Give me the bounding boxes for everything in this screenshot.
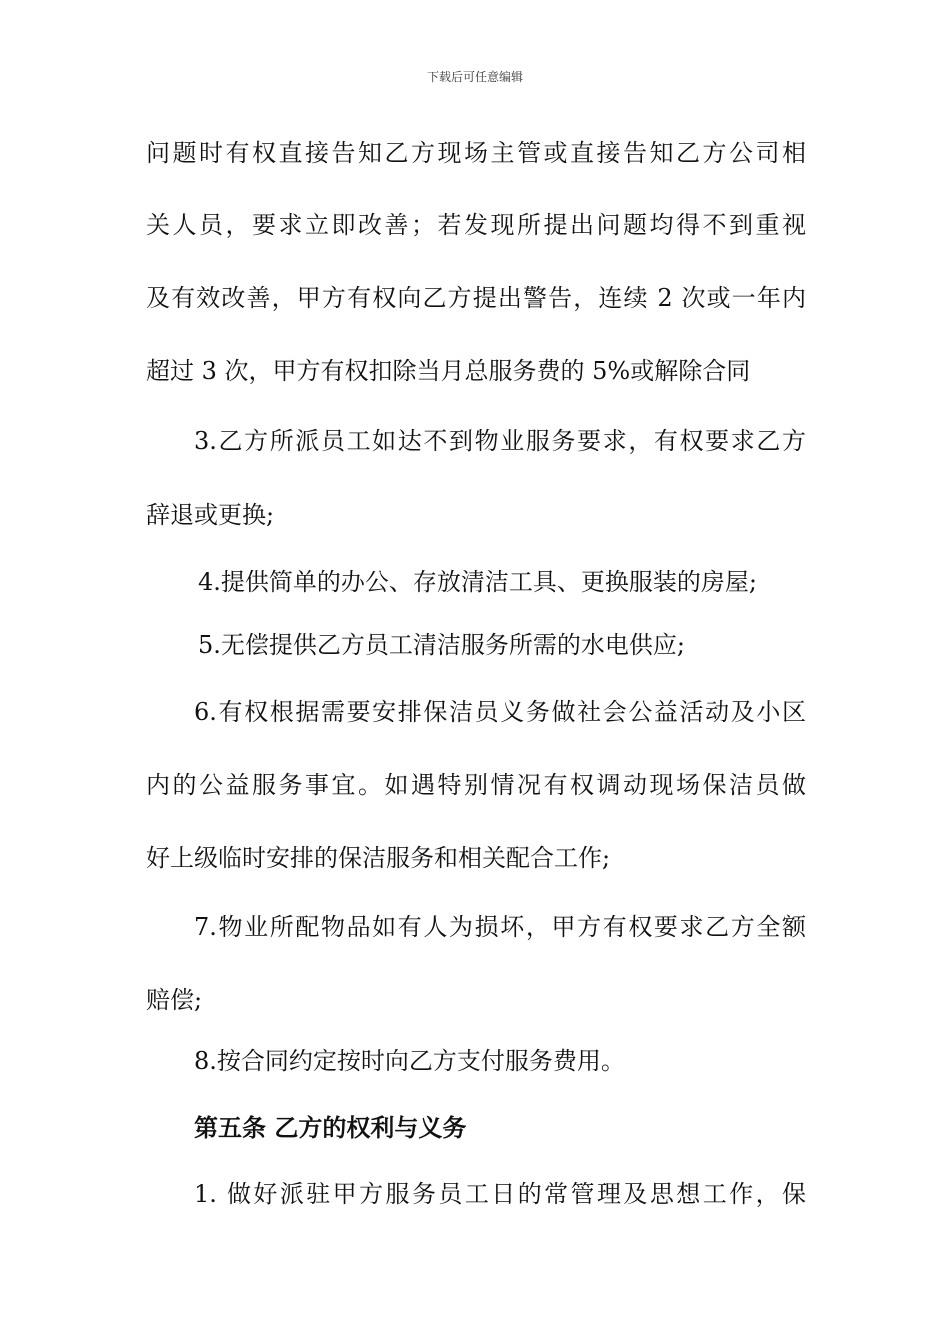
text-line: 8.按合同约定按时向乙方支付服务费用。 <box>194 1047 625 1075</box>
text-line: 超过 3 次，甲方有权扣除当月总服务费的 5%或解除合同 <box>146 357 751 385</box>
text-line: 内的公益服务事宜。如遇特别情况有权调动现场保洁员做 <box>146 771 806 799</box>
text-line: 5.无偿提供乙方员工清洁服务所需的水电供应; <box>198 631 685 659</box>
text-line: 及有效改善，甲方有权向乙方提出警告，连续 2 次或一年内 <box>146 284 806 312</box>
text-line: 辞退或更换; <box>146 501 275 529</box>
text-line: 问题时有权直接告知乙方现场主管或直接告知乙方公司相 <box>146 139 806 167</box>
text-line: 4.提供简单的办公、存放清洁工具、更换服装的房屋; <box>198 568 757 596</box>
text-line: 3.乙方所派员工如达不到物业服务要求，有权要求乙方 <box>194 427 806 455</box>
text-line: 关人员，要求立即改善；若发现所提出问题均得不到重视 <box>146 211 806 239</box>
page-header: 下载后可任意编辑 <box>426 70 523 84</box>
text-line: 好上级临时安排的保洁服务和相关配合工作; <box>146 844 611 872</box>
section-heading: 第五条 乙方的权利与义务 <box>194 1113 467 1142</box>
text-line: 赔偿; <box>146 986 203 1014</box>
text-line: 1. 做好派驻甲方服务员工日的常管理及思想工作，保 <box>194 1180 806 1208</box>
text-line: 6.有权根据需要安排保洁员义务做社会公益活动及小区 <box>194 698 806 726</box>
text-line: 7.物业所配物品如有人为损坏，甲方有权要求乙方全额 <box>194 913 806 941</box>
